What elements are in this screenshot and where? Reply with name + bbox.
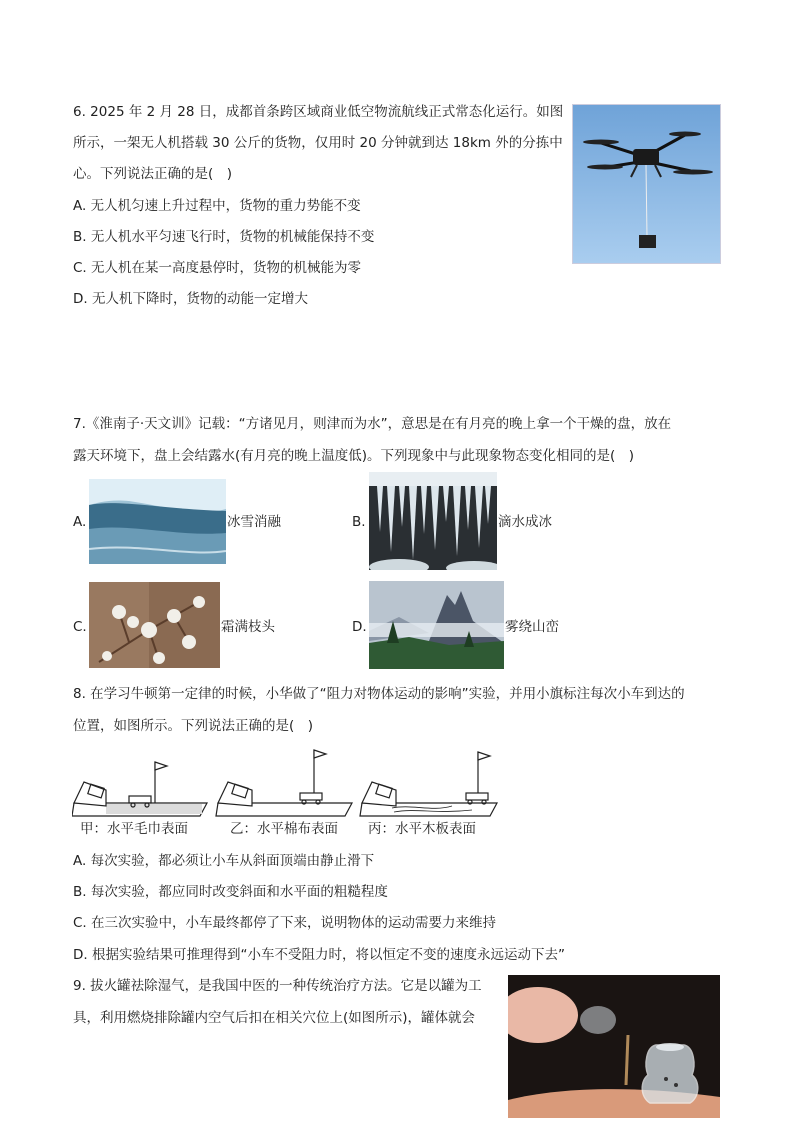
- q7-line-2: 露天环境下，盘上会结露水(有月亮的晚上温度低)。下列现象中与此现象物态变化相同的是( ): [73, 448, 635, 464]
- q8-line-2: 位置，如图所示。下列说法正确的是( ): [73, 718, 314, 734]
- misty-mountain-photo: [369, 581, 504, 669]
- q7-option-a-caption: 冰雪消融: [227, 514, 281, 530]
- icicles-photo: [369, 472, 497, 570]
- q7-option-b-letter: B.: [352, 514, 366, 530]
- q8-option-c: C. 在三次实验中，小车最终都停了下来，说明物体的运动需要力来维持: [73, 915, 497, 931]
- drone-photo: [572, 104, 721, 264]
- q7-option-a-letter: A.: [73, 514, 87, 530]
- q6-option-a: A. 无人机匀速上升过程中，货物的重力势能不变: [73, 198, 361, 214]
- q8-option-b: B. 每次实验，都应同时改变斜面和水平面的粗糙程度: [73, 884, 388, 900]
- frost-branch-photo: [89, 582, 220, 668]
- q8-option-a: A. 每次实验，都必须让小车从斜面顶端由静止滑下: [73, 853, 375, 869]
- q8-option-d: D. 根据实验结果可推理得到“小车不受阻力时，将以恒定不变的速度永远运动下去”: [73, 947, 565, 963]
- q9-line-2: 具，利用燃烧排除罐内空气后扣在相关穴位上(如图所示)，罐体就会: [73, 1010, 476, 1026]
- q6-option-d: D. 无人机下降时，货物的动能一定增大: [73, 291, 308, 307]
- q6-option-b: B. 无人机水平匀速飞行时，货物的机械能保持不变: [73, 229, 375, 245]
- q7-option-d-caption: 雾绕山峦: [505, 619, 559, 635]
- q8-line-1: 8. 在学习牛顿第一定律的时候，小华做了“阻力对物体运动的影响”实验，并用小旗标注每次小车到达的: [73, 686, 685, 702]
- cupping-photo: [508, 975, 720, 1118]
- q7-option-b-caption: 滴水成冰: [498, 514, 552, 530]
- q9-line-1: 9. 拔火罐祛除湿气，是我国中医的一种传统治疗方法。它是以罐为工: [73, 978, 482, 994]
- q6-line-1: 6. 2025 年 2 月 28 日，成都首条跨区域商业低空物流航线正式常态化运行。如图: [73, 104, 564, 120]
- q7-option-c-letter: C.: [73, 619, 87, 635]
- q7-line-1: 7.《淮南子·天文训》记载：“方诸见月，则津而为水”，意思是在有月亮的晚上拿一个干燥的盘，放在: [73, 416, 672, 432]
- q7-option-d-letter: D.: [352, 619, 367, 635]
- q6-line-2: 所示，一架无人机搭载 30 公斤的货物，仅用时 20 分钟就到达 18km 外的分拣中: [73, 135, 563, 151]
- q7-option-c-caption: 霜满枝头: [221, 619, 275, 635]
- ice-melting-photo: [89, 479, 226, 564]
- q8-caption-towel: 甲：水平毛巾表面: [80, 821, 188, 837]
- cart-experiment-figure: [72, 748, 500, 818]
- q8-caption-wood: 丙：水平木板表面: [368, 821, 476, 837]
- q6-option-c: C. 无人机在某一高度悬停时，货物的机械能为零: [73, 260, 362, 276]
- q8-caption-cotton: 乙：水平棉布表面: [230, 821, 338, 837]
- q6-line-3: 心。下列说法正确的是( ): [73, 166, 233, 182]
